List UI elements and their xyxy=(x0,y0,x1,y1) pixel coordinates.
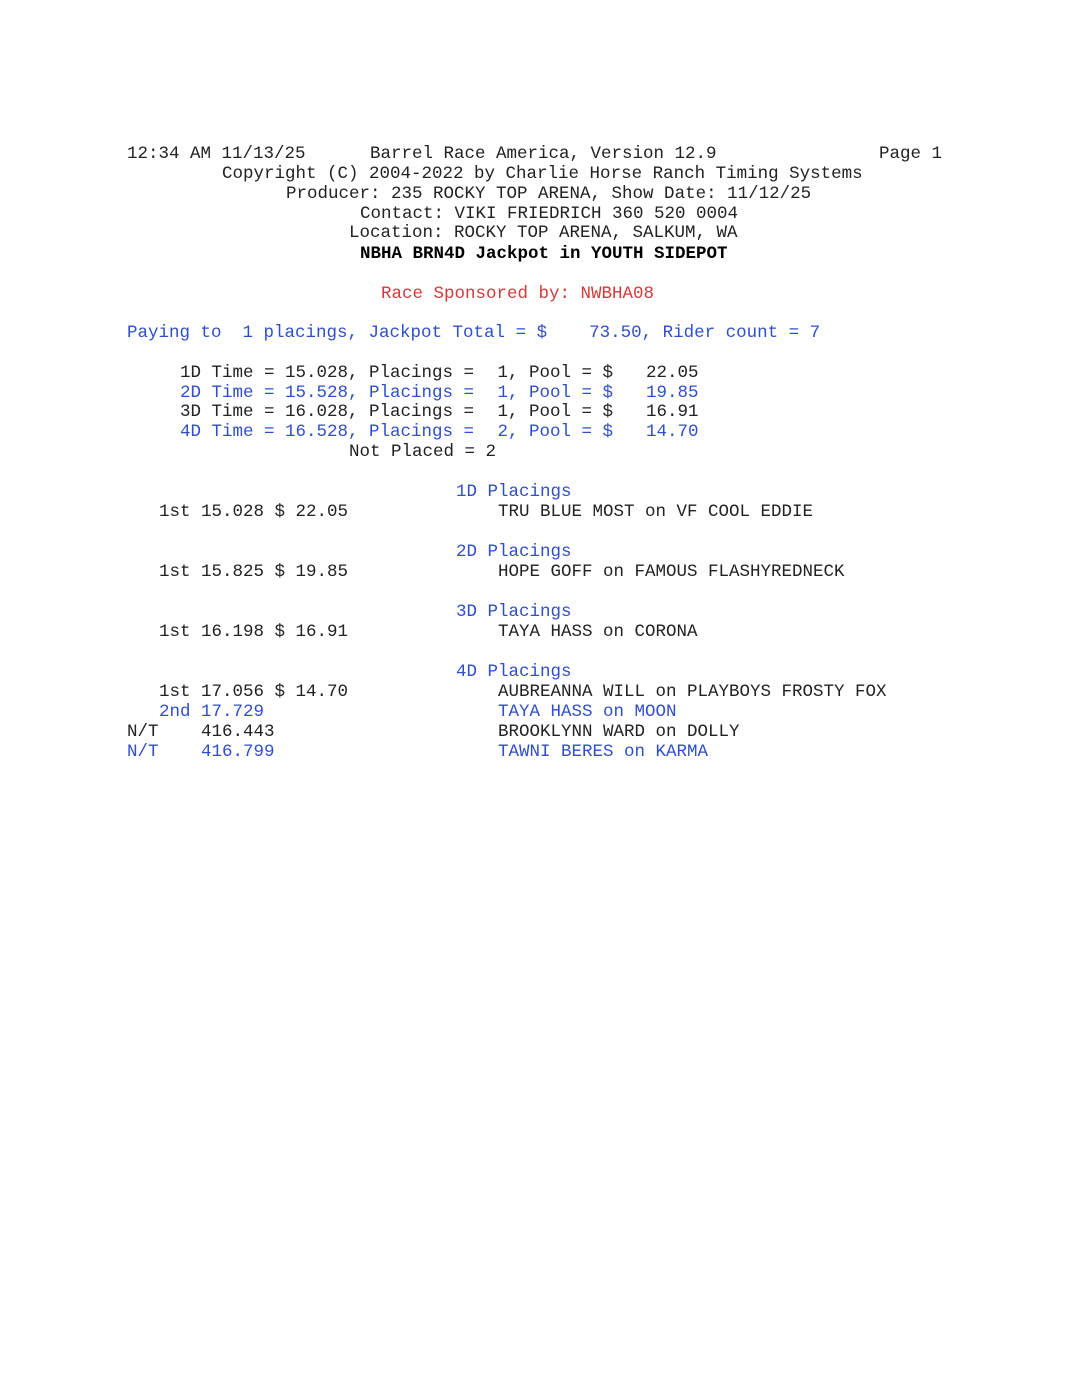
division-1d-label: 1D Time = 15.028, Placings = xyxy=(180,363,475,383)
placing-result: 1st 17.056 $ 14.70 xyxy=(159,682,349,702)
division-1d-placings: 1, Pool = $ xyxy=(487,363,614,383)
software-version: Barrel Race America, Version 12.9 xyxy=(370,144,717,164)
sponsor-line: Race Sponsored by: NWBHA08 xyxy=(381,284,655,304)
not-placed-count: Not Placed = 2 xyxy=(349,442,497,462)
placing-result: 2nd 17.729 xyxy=(159,702,265,722)
producer-line: Producer: 235 ROCKY TOP ARENA, Show Date: 11/12/25 xyxy=(286,184,812,204)
division-4d-pool: 14.70 xyxy=(646,422,699,442)
division-2d-label: 2D Time = 15.528, Placings = xyxy=(180,383,475,403)
placing-rider: BROOKLYNN WARD on DOLLY xyxy=(498,722,740,742)
report-title: NBHA BRN4D Jackpot in YOUTH SIDEPOT xyxy=(360,244,728,264)
no-time-flag: N/T xyxy=(127,742,159,762)
copyright-line: Copyright (C) 2004-2022 by Charlie Horse Ranch Timing Systems xyxy=(222,164,863,184)
placing-result: 1st 15.825 $ 19.85 xyxy=(159,562,349,582)
placing-rider: AUBREANNA WILL on PLAYBOYS FROSTY FOX xyxy=(498,682,887,702)
placings-heading-4d: 4D Placings xyxy=(456,662,572,682)
division-2d-pool: 19.85 xyxy=(646,383,699,403)
page-number: Page 1 xyxy=(879,144,943,164)
placings-heading-2d: 2D Placings xyxy=(456,542,572,562)
division-4d-label: 4D Time = 16.528, Placings = xyxy=(180,422,475,442)
no-time-value: 416.799 xyxy=(201,742,275,762)
division-3d-placings: 1, Pool = $ xyxy=(487,402,614,422)
placing-rider: TAYA HASS on MOON xyxy=(498,702,677,722)
placing-rider: TRU BLUE MOST on VF COOL EDDIE xyxy=(498,502,814,522)
division-3d-pool: 16.91 xyxy=(646,402,699,422)
placing-rider: HOPE GOFF on FAMOUS FLASHYREDNECK xyxy=(498,562,845,582)
placing-rider: TAYA HASS on CORONA xyxy=(498,622,698,642)
division-1d-pool: 22.05 xyxy=(646,363,699,383)
division-4d-placings: 2, Pool = $ xyxy=(487,422,614,442)
no-time-value: 416.443 xyxy=(201,722,275,742)
placings-heading-1d: 1D Placings xyxy=(456,482,572,502)
division-3d-label: 3D Time = 16.028, Placings = xyxy=(180,402,475,422)
print-datetime: 12:34 AM 11/13/25 xyxy=(127,144,306,164)
location-line: Location: ROCKY TOP ARENA, SALKUM, WA xyxy=(349,223,738,243)
contact-line: Contact: VIKI FRIEDRICH 360 520 0004 xyxy=(360,204,739,224)
payout-summary: Paying to 1 placings, Jackpot Total = $ 73.50, Rider count = 7 xyxy=(127,323,821,343)
division-2d-placings: 1, Pool = $ xyxy=(487,383,614,403)
placing-result: 1st 16.198 $ 16.91 xyxy=(159,622,349,642)
placing-rider: TAWNI BERES on KARMA xyxy=(498,742,709,762)
no-time-flag: N/T xyxy=(127,722,159,742)
placings-heading-3d: 3D Placings xyxy=(456,602,572,622)
placing-result: 1st 15.028 $ 22.05 xyxy=(159,502,349,522)
